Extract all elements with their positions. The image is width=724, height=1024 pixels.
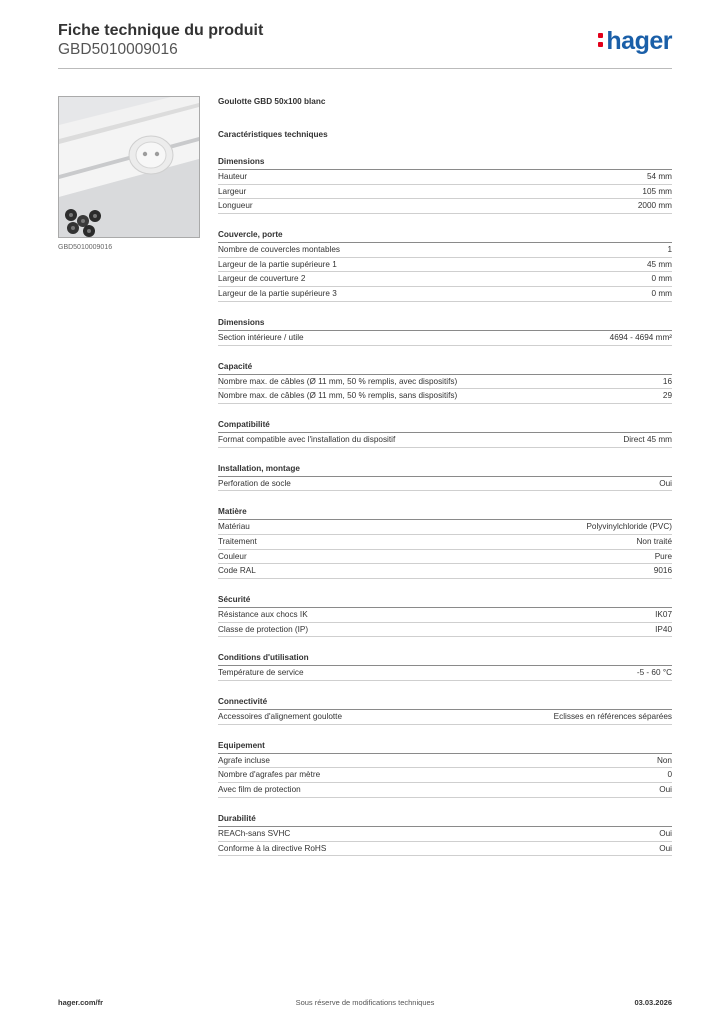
spec-value: 0 mm (651, 289, 672, 299)
spec-row (218, 535, 672, 550)
spec-label: Accessoires d'alignement goulotte (218, 712, 342, 722)
spec-value: 0 (667, 770, 672, 780)
spec-group-title: Connectivité (218, 696, 672, 710)
spec-label: Nombre max. de câbles (Ø 11 mm, 50 % remplis, avec dispositifs) (218, 376, 458, 386)
spec-groups (218, 156, 672, 856)
spec-value: 105 mm (642, 186, 672, 196)
spec-row (218, 564, 672, 579)
spec-value: 45 mm (646, 259, 672, 269)
spec-group-title: Installation, montage (218, 463, 672, 477)
spec-row (218, 375, 672, 390)
spec-group-title: Couvercle, porte (218, 229, 672, 243)
spec-row (218, 389, 672, 404)
spec-value: Non (656, 755, 672, 765)
spec-value: Oui (659, 843, 672, 853)
spec-row (218, 272, 672, 287)
spec-group (218, 229, 672, 302)
spec-value: Oui (659, 478, 672, 488)
spec-value: Direct 45 mm (623, 434, 672, 444)
logo-dots-icon (598, 27, 604, 47)
spec-row (218, 842, 672, 857)
spec-label: Section intérieure / utile (218, 332, 304, 342)
spec-label: Agrafe incluse (218, 755, 270, 765)
spec-value: Oui (659, 828, 672, 838)
spec-label: Conforme à la directive RoHS (218, 843, 327, 853)
image-caption: GBD5010009016 (58, 244, 113, 251)
spec-group (218, 361, 672, 404)
spec-label: Température de service (218, 668, 304, 678)
product-image (58, 96, 200, 238)
cable-trunking-illustration (59, 97, 199, 237)
spec-group (218, 813, 672, 856)
spec-label: Largeur de couverture 2 (218, 274, 306, 284)
spec-label: Format compatible avec l'installation du dispositif (218, 434, 396, 444)
spec-label: Traitement (218, 536, 257, 546)
spec-label: REACh-sans SVHC (218, 828, 291, 838)
spec-row (218, 623, 672, 638)
spec-label: Avec film de protection (218, 785, 301, 795)
spec-group (218, 419, 672, 448)
section-title: Caractéristiques techniques (218, 130, 328, 139)
spec-value: 16 (662, 376, 672, 386)
spec-label: Hauteur (218, 172, 248, 181)
spec-group (218, 652, 672, 681)
specifications (218, 96, 672, 856)
spec-value: -5 - 60 °C (636, 668, 672, 678)
spec-label: Matériau (218, 522, 250, 532)
spec-row (218, 258, 672, 273)
spec-label: Largeur de la partie supérieure 3 (218, 289, 337, 299)
spec-row (218, 520, 672, 535)
spec-row (218, 608, 672, 623)
spec-group (218, 696, 672, 725)
spec-value: Polyvinylchloride (PVC) (586, 522, 672, 532)
spec-group-title: Conditions d'utilisation (218, 652, 672, 666)
spec-row (218, 783, 672, 798)
spec-row (218, 666, 672, 681)
spec-label: Perforation de socle (218, 478, 291, 488)
spec-value: Eclisses en références séparées (553, 712, 672, 722)
spec-row (218, 287, 672, 302)
spec-row (218, 710, 672, 725)
spec-label: Largeur (218, 186, 247, 196)
footer-website: hager.com/fr (58, 998, 104, 1007)
spec-row (218, 754, 672, 769)
spec-group (218, 156, 672, 214)
spec-value: Pure (654, 551, 672, 561)
spec-value: Non traité (636, 536, 672, 546)
product-name: Goulotte GBD 50x100 blanc (218, 97, 326, 106)
footer-date: 03.03.2026 (634, 998, 672, 1007)
spec-group-title: Dimensions (218, 156, 672, 170)
hager-logo (598, 27, 672, 55)
spec-group-title: Equipement (218, 740, 672, 754)
spec-value: 4694 - 4694 mm² (609, 332, 672, 342)
spec-row (218, 170, 672, 185)
spec-group-title: Capacité (218, 361, 672, 375)
spec-group (218, 740, 672, 798)
spec-group (218, 506, 672, 579)
footer-notice: Sous réserve de modifications techniques (295, 998, 435, 1007)
spec-group-title: Sécurité (218, 594, 672, 608)
spec-label: Nombre d'agrafes par mètre (218, 770, 321, 780)
logo-text: hager (606, 27, 672, 55)
spec-row (218, 768, 672, 783)
header-divider (58, 68, 672, 69)
spec-group (218, 594, 672, 637)
spec-row (218, 433, 672, 448)
spec-group (218, 463, 672, 492)
spec-label: Longueur (218, 201, 253, 211)
spec-label: Largeur de la partie supérieure 1 (218, 259, 337, 269)
document-header (58, 22, 263, 59)
spec-label: Nombre max. de câbles (Ø 11 mm, 50 % remplis, sans dispositifs) (218, 391, 458, 401)
spec-label: Classe de protection (IP) (218, 624, 309, 634)
spec-group-title: Durabilité (218, 813, 672, 827)
spec-value: 9016 (653, 566, 672, 576)
spec-row (218, 827, 672, 842)
spec-group (218, 317, 672, 346)
spec-value: 29 (662, 391, 672, 401)
spec-row (218, 185, 672, 200)
spec-row (218, 199, 672, 214)
spec-value: IK07 (655, 610, 672, 619)
spec-label: Couleur (218, 551, 247, 561)
spec-label: Code RAL (218, 566, 256, 576)
spec-value: 54 mm (646, 172, 672, 181)
spec-row (218, 243, 672, 258)
spec-label: Nombre de couvercles montables (218, 245, 340, 255)
spec-value: 0 mm (651, 274, 672, 284)
spec-group-title: Compatibilité (218, 419, 672, 433)
spec-row (218, 477, 672, 492)
spec-label: Résistance aux chocs IK (218, 610, 308, 619)
spec-value: 1 (667, 245, 672, 255)
spec-row (218, 550, 672, 565)
spec-value: IP40 (655, 624, 672, 634)
product-reference: GBD5010009016 (58, 41, 178, 58)
spec-row (218, 331, 672, 346)
spec-value: 2000 mm (637, 201, 672, 211)
document-title: Fiche technique du produit (58, 22, 264, 39)
spec-value: Oui (659, 785, 672, 795)
spec-group-title: Matière (218, 506, 672, 520)
spec-group-title: Dimensions (218, 317, 672, 331)
